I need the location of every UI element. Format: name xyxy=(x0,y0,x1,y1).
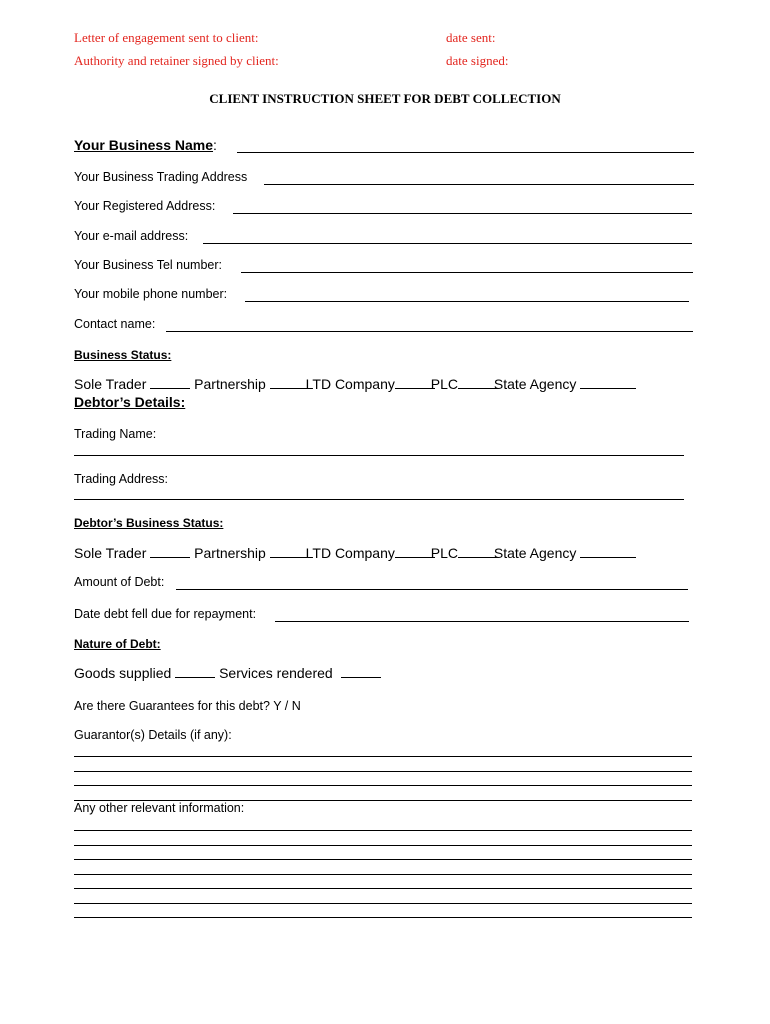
debtor-status-heading: Debtor’s Business Status: xyxy=(74,516,224,530)
date-signed-label: date signed: xyxy=(446,53,509,68)
debtor-trading-name-label: Trading Name: xyxy=(74,427,157,441)
email-label: Your e-mail address: xyxy=(74,229,189,243)
business-status-heading: Business Status: xyxy=(74,348,172,362)
plc-blank[interactable] xyxy=(458,387,498,389)
goods-supplied-label: Goods supplied xyxy=(74,665,172,681)
nature-of-debt-heading: Nature of Debt: xyxy=(74,637,161,651)
due-date-label: Date debt fell due for repayment: xyxy=(74,607,257,621)
debtor-ltd-blank[interactable] xyxy=(395,556,435,558)
status-option-partnership: Partnership xyxy=(194,376,266,392)
other-info-label: Any other relevant information: xyxy=(74,801,245,815)
business-name-row xyxy=(74,137,217,153)
debtor-trading-name-field[interactable] xyxy=(74,455,684,456)
business-status-options xyxy=(74,376,636,392)
tel-field[interactable] xyxy=(241,272,693,273)
other-info-line-3[interactable] xyxy=(74,859,692,860)
guarantees-question: Are there Guarantees for this debt? Y / N xyxy=(74,699,301,713)
status-option-sole-trader: Sole Trader xyxy=(74,376,147,392)
services-rendered-blank[interactable] xyxy=(341,676,381,678)
mobile-label: Your mobile phone number: xyxy=(74,287,228,301)
guarantor-line-3[interactable] xyxy=(74,785,692,786)
amount-of-debt-field[interactable] xyxy=(176,589,688,590)
status-option-plc: PLC xyxy=(430,376,458,392)
mobile-field[interactable] xyxy=(245,301,689,302)
services-rendered-label: Services rendered xyxy=(219,665,333,681)
debtor-state-agency-blank[interactable] xyxy=(580,556,636,558)
debtor-option-ltd: LTD Company xyxy=(305,545,395,561)
other-info-line-5[interactable] xyxy=(74,888,692,889)
contact-field[interactable] xyxy=(166,331,693,332)
guarantor-label: Guarantor(s) Details (if any): xyxy=(74,728,232,742)
debtor-partnership-blank[interactable] xyxy=(270,556,310,558)
other-info-line-6[interactable] xyxy=(74,903,692,904)
nature-options xyxy=(74,665,381,681)
debtor-status-options xyxy=(74,545,636,561)
goods-supplied-blank[interactable] xyxy=(175,676,215,678)
debtor-option-plc: PLC xyxy=(430,545,458,561)
other-info-line-2[interactable] xyxy=(74,845,692,846)
business-name-colon: : xyxy=(213,137,217,153)
status-option-ltd: LTD Company xyxy=(305,376,395,392)
ltd-blank[interactable] xyxy=(395,387,435,389)
email-field[interactable] xyxy=(203,243,692,244)
authority-label: Authority and retainer signed by client: xyxy=(74,53,279,68)
debtor-option-partnership: Partnership xyxy=(194,545,266,561)
due-date-field[interactable] xyxy=(275,621,689,622)
debtor-plc-blank[interactable] xyxy=(458,556,498,558)
business-name-field[interactable] xyxy=(237,152,694,153)
page-title: CLIENT INSTRUCTION SHEET FOR DEBT COLLECTION xyxy=(209,91,561,106)
debtor-trading-address-field[interactable] xyxy=(74,499,684,500)
other-info-line-7[interactable] xyxy=(74,917,692,918)
guarantor-line-1[interactable] xyxy=(74,756,692,757)
tel-label: Your Business Tel number: xyxy=(74,258,223,272)
debtor-option-state-agency: State Agency xyxy=(493,545,577,561)
registered-address-label: Your Registered Address: xyxy=(74,199,216,213)
guarantor-line-2[interactable] xyxy=(74,771,692,772)
sole-trader-blank[interactable] xyxy=(150,387,190,389)
debtor-details-heading: Debtor’s Details: xyxy=(74,394,186,410)
other-info-line-4[interactable] xyxy=(74,874,692,875)
debtor-option-sole-trader: Sole Trader xyxy=(74,545,147,561)
debtor-trading-address-label: Trading Address: xyxy=(74,472,169,486)
trading-address-field[interactable] xyxy=(264,184,694,185)
date-sent-label: date sent: xyxy=(446,30,496,45)
status-option-state-agency: State Agency xyxy=(493,376,577,392)
amount-of-debt-label: Amount of Debt: xyxy=(74,575,165,589)
state-agency-blank[interactable] xyxy=(580,387,636,389)
engagement-label: Letter of engagement sent to client: xyxy=(74,30,259,45)
trading-address-label: Your Business Trading Address xyxy=(74,170,248,184)
debtor-sole-trader-blank[interactable] xyxy=(150,556,190,558)
business-name-label: Your Business Name xyxy=(74,137,214,153)
other-info-line-1[interactable] xyxy=(74,830,692,831)
registered-address-field[interactable] xyxy=(233,213,692,214)
partnership-blank[interactable] xyxy=(270,387,310,389)
contact-label: Contact name: xyxy=(74,317,156,331)
